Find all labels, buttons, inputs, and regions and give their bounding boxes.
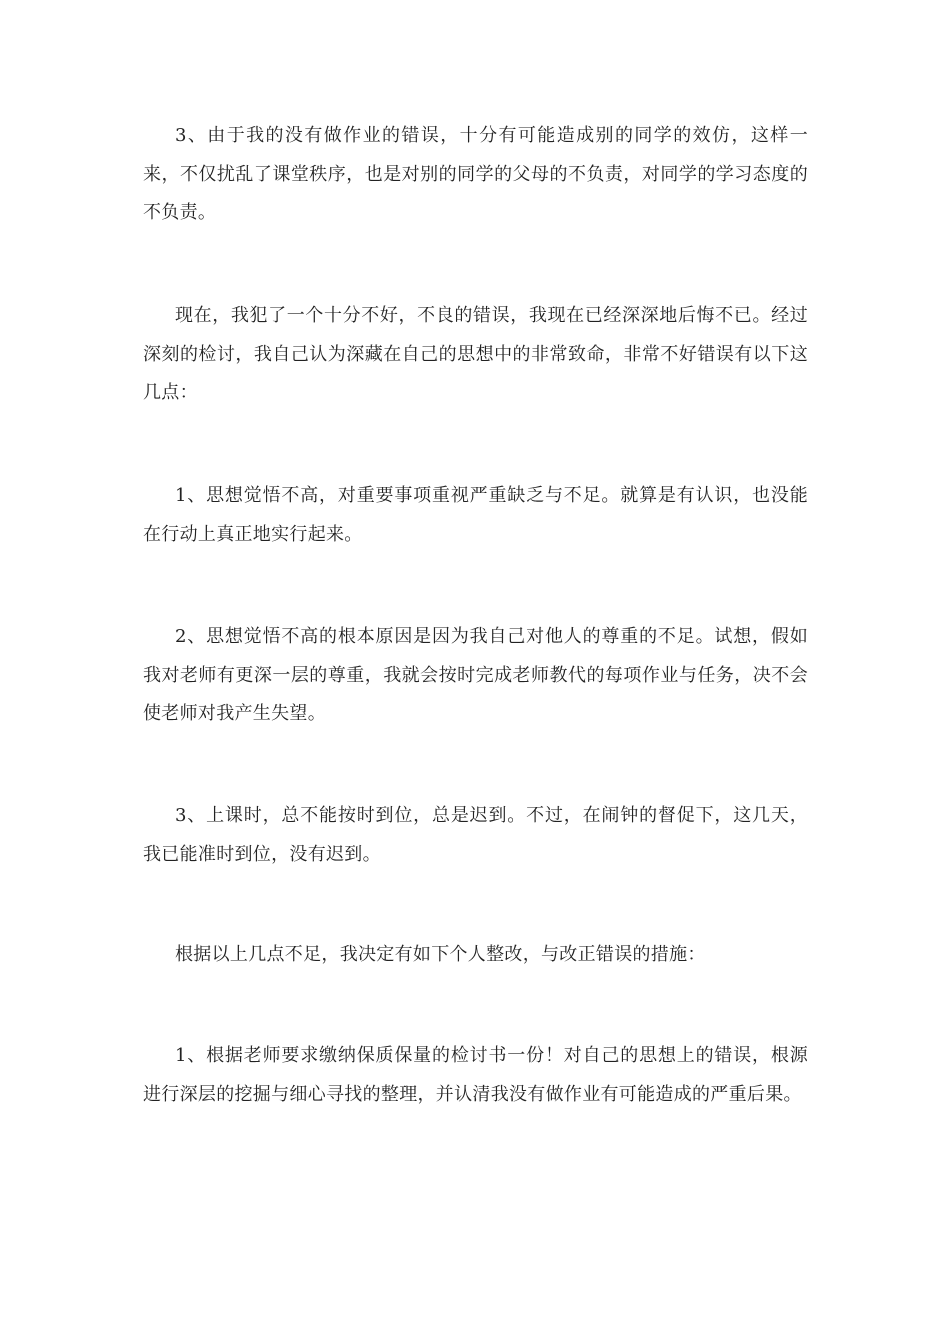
paragraph-fault-1: 1、思想觉悟不高，对重要事项重视严重缺乏与不足。就算是有认识，也没能在行动上真正地实行起来。 [143,485,808,545]
paragraph-measures-intro: 根据以上几点不足，我决定有如下个人整改，与改正错误的措施： [175,944,706,965]
paragraph-regret-intro: 现在，我犯了一个十分不好，不良的错误，我现在已经深深地后悔不已。经过深刻的检讨，我自己认为深藏在自己的思想中的非常致命，非常不好错误有以下这几点： [143,305,808,403]
paragraph-fault-3: 3、上课时，总不能按时到位，总是迟到。不过，在闹钟的督促下，这几天，我已能准时到位，没有迟到。 [143,805,808,865]
paragraph-consequence-imitation: 3、由于我的没有做作业的错误，十分有可能造成别的同学的效仿，这样一来，不仅扰乱了课堂秩序，也是对别的同学的父母的不负责，对同学的学习态度的不负责。 [143,125,808,223]
paragraph-fault-2: 2、思想觉悟不高的根本原因是因为我自己对他人的尊重的不足。试想，假如我对老师有更深一层的尊重，我就会按时完成老师教代的每项作业与任务，决不会使老师对我产生失望。 [143,626,808,724]
paragraph-measure-1: 1、根据老师要求缴纳保质保量的检讨书一份！对自己的思想上的错误，根源进行深层的挖掘与细心寻找的整理，并认清我没有做作业有可能造成的严重后果。 [143,1045,808,1105]
